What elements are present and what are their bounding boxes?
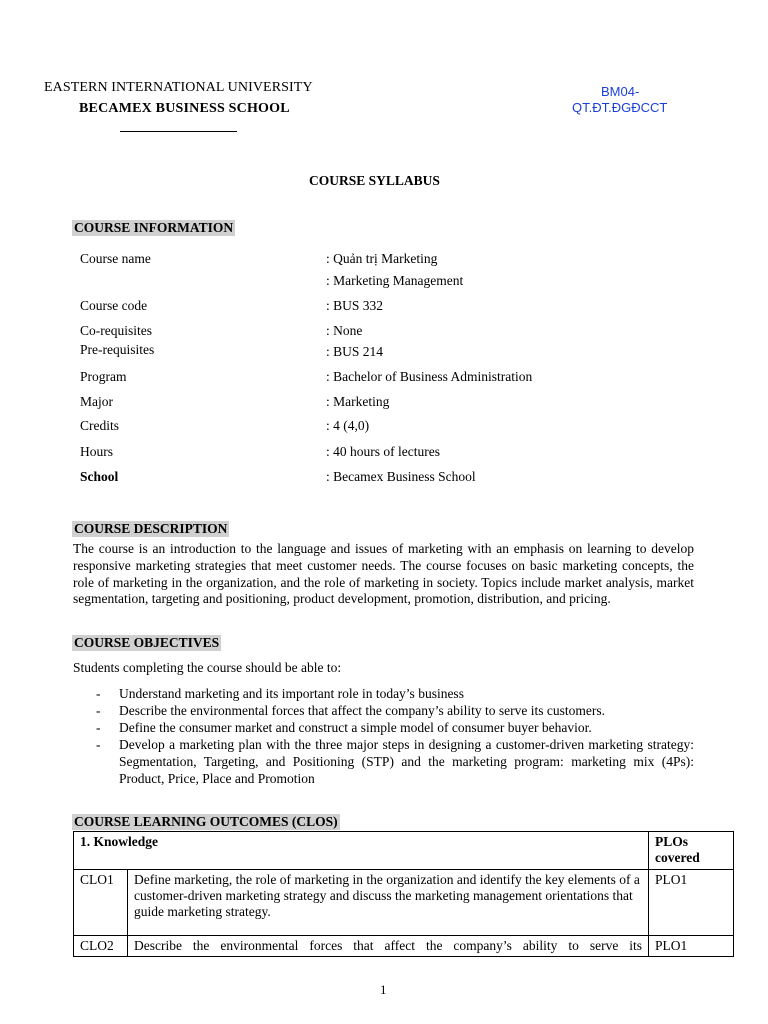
course-objectives-heading: COURSE OBJECTIVES: [74, 635, 220, 650]
clo-id: CLO1: [74, 870, 128, 936]
clo-id: CLO2: [74, 936, 128, 957]
school-label: School: [80, 469, 119, 484]
objective-item: Describe the environmental forces that affect the company’s ability to serve its customers.: [119, 703, 605, 718]
objective-item: Understand marketing and its important role in today’s business: [119, 686, 464, 701]
course-description-text: The course is an introduction to the language and issues of marketing with an emphasis on learning to develop responsive marketing strategies that meet customer needs. The course focuses on basic marketing concepts, the role of marketing in the organization, and the role of marketing in society. Topics include market analysis, market segmentation, targeting and positioning, product development, promotion, distribution, and pricing.: [73, 541, 694, 607]
table-row: [74, 936, 734, 957]
objective-bullet: -: [96, 703, 101, 718]
header-underline: [120, 131, 237, 132]
course-name-value: : Quản trị Marketing: [326, 251, 438, 266]
university-name: EASTERN INTERNATIONAL UNIVERSITY: [44, 80, 313, 95]
hours-label: Hours: [80, 444, 113, 459]
course-code-value: : BUS 332: [326, 298, 384, 313]
course-description-heading: COURSE DESCRIPTION: [74, 521, 228, 536]
objective-bullet: -: [96, 720, 101, 735]
prerequisites-value: : BUS 214: [326, 344, 384, 359]
clo-table: [73, 831, 734, 957]
course-objectives-intro: Students completing the course should be able to:: [73, 660, 342, 675]
school-value: : Becamex Business School: [326, 469, 476, 484]
clo-table-header-row: [74, 832, 734, 870]
clos-heading: COURSE LEARNING OUTCOMES (CLOS): [74, 814, 338, 829]
clo-text: Define marketing, the role of marketing in the organization and identify the key elements of a customer-driven marketing strategy and discuss the marketing management orientations that guide marketing strategy.: [127, 870, 648, 936]
objective-item: Define the consumer market and construct a simple model of consumer buyer behavior.: [119, 720, 592, 735]
clo-plo: PLO1: [649, 870, 734, 936]
objective-bullet: -: [96, 686, 101, 701]
program-label: Program: [80, 369, 127, 384]
corequisites-label: Co-requisites: [80, 323, 152, 338]
course-information-heading: COURSE INFORMATION: [74, 220, 234, 235]
form-code-line2: QT.ĐT.ĐGĐCCT: [572, 100, 668, 115]
course-name-english-value: : Marketing Management: [326, 273, 464, 288]
objective-bullet: -: [96, 737, 101, 752]
credits-label: Credits: [80, 418, 119, 433]
major-value: : Marketing: [326, 394, 390, 409]
course-name-label: Course name: [80, 251, 151, 266]
program-value: : Bachelor of Business Administration: [326, 369, 533, 384]
knowledge-section-title: 1. Knowledge: [74, 832, 649, 870]
plos-covered-header: PLOs covered: [649, 832, 734, 870]
major-label: Major: [80, 394, 113, 409]
course-code-label: Course code: [80, 298, 148, 313]
credits-value: : 4 (4,0): [326, 418, 370, 433]
hours-value: : 40 hours of lectures: [326, 444, 440, 459]
clo-text: Describe the environmental forces that affect the company’s ability to serve its: [127, 936, 648, 957]
table-row: [74, 870, 734, 936]
objective-item: Develop a marketing plan with the three major steps in designing a customer-driven marketing strategy: Segmentation, Targeting, and Positioning (STP) and the marketing program: marketing mix (4Ps): Product, Price, Place and Promotion: [119, 737, 694, 786]
clo-plo: PLO1: [649, 936, 734, 957]
document-title: COURSE SYLLABUS: [309, 173, 440, 188]
form-code-line1: BM04-: [601, 84, 640, 99]
prerequisites-label: Pre-requisites: [80, 342, 155, 357]
school-name: BECAMEX BUSINESS SCHOOL: [79, 101, 290, 116]
corequisites-value: : None: [326, 323, 363, 338]
page-number: 1: [380, 982, 387, 997]
